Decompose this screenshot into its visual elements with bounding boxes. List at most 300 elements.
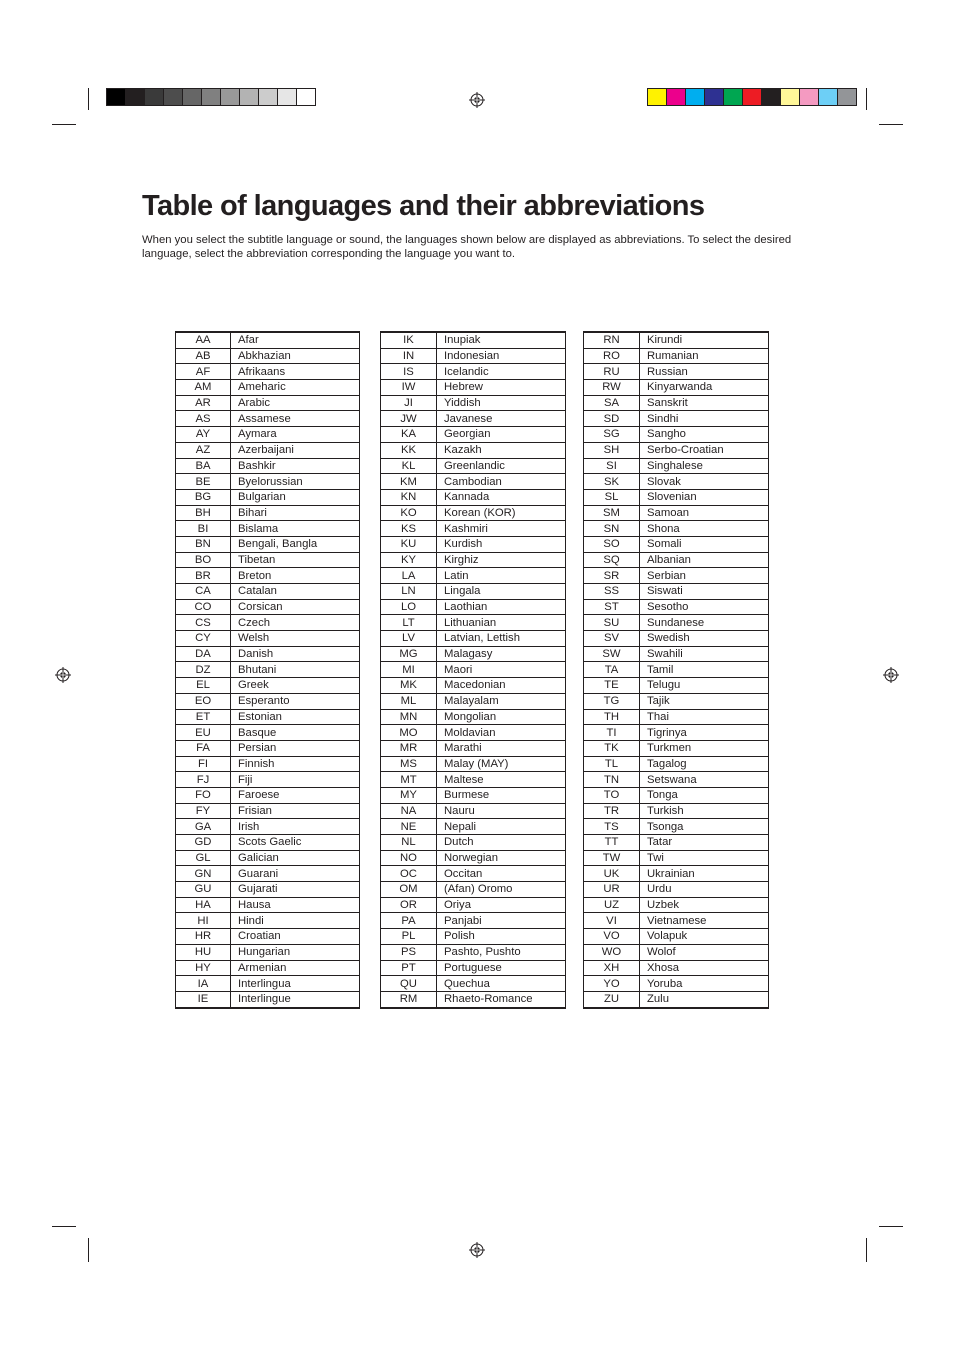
table-row xyxy=(176,364,360,380)
language-code: QU xyxy=(381,976,437,992)
language-code: HY xyxy=(176,960,231,976)
language-code: SR xyxy=(584,568,640,584)
language-code: MN xyxy=(381,709,437,725)
language-name: Volapuk xyxy=(640,929,769,945)
language-code: DZ xyxy=(176,662,231,678)
language-name: Tagalog xyxy=(640,756,769,772)
table-row xyxy=(584,474,769,490)
language-name: Greenlandic xyxy=(437,458,566,474)
language-code: SU xyxy=(584,615,640,631)
table-row xyxy=(584,991,769,1007)
language-code: EL xyxy=(176,678,231,694)
table-row xyxy=(381,835,566,851)
table-row xyxy=(176,536,360,552)
language-code: ST xyxy=(584,599,640,615)
table-row xyxy=(176,615,360,631)
language-name: Sangho xyxy=(640,427,769,443)
language-code: PS xyxy=(381,944,437,960)
language-code: IW xyxy=(381,380,437,396)
language-name: Danish xyxy=(231,646,360,662)
language-code: TK xyxy=(584,740,640,756)
table-row xyxy=(176,693,360,709)
language-code: SH xyxy=(584,442,640,458)
language-code: GD xyxy=(176,835,231,851)
language-name: Tamil xyxy=(640,662,769,678)
table-row xyxy=(176,850,360,866)
table-row xyxy=(381,646,566,662)
language-name: Tibetan xyxy=(231,552,360,568)
table-row xyxy=(381,615,566,631)
language-code: AZ xyxy=(176,442,231,458)
language-name: Urdu xyxy=(640,882,769,898)
table-row xyxy=(176,913,360,929)
language-code: TO xyxy=(584,787,640,803)
language-name: Kirghiz xyxy=(437,552,566,568)
table-row xyxy=(381,584,566,600)
language-code: TR xyxy=(584,803,640,819)
language-name: Bengali, Bangla xyxy=(231,536,360,552)
language-code: SD xyxy=(584,411,640,427)
table-row xyxy=(584,552,769,568)
table-row xyxy=(584,866,769,882)
language-code: TA xyxy=(584,662,640,678)
language-name: Estonian xyxy=(231,709,360,725)
language-name: Tsonga xyxy=(640,819,769,835)
table-row xyxy=(584,819,769,835)
language-name: Tigrinya xyxy=(640,725,769,741)
table-row xyxy=(381,913,566,929)
language-name: Armenian xyxy=(231,960,360,976)
language-name: Rumanian xyxy=(640,348,769,364)
language-code: EO xyxy=(176,693,231,709)
table-row xyxy=(584,442,769,458)
language-code: TH xyxy=(584,709,640,725)
color-swatch xyxy=(163,89,182,105)
color-calibration-bar xyxy=(647,88,857,106)
table-row xyxy=(584,646,769,662)
color-swatch xyxy=(201,89,220,105)
language-name: Ukrainian xyxy=(640,866,769,882)
table-row xyxy=(381,819,566,835)
language-code: HA xyxy=(176,897,231,913)
language-code: CS xyxy=(176,615,231,631)
language-name: Malayalam xyxy=(437,693,566,709)
language-code: CO xyxy=(176,599,231,615)
language-name: Afar xyxy=(231,332,360,348)
language-code: FJ xyxy=(176,772,231,788)
language-code: BN xyxy=(176,536,231,552)
color-swatch xyxy=(780,89,799,105)
language-name: Tatar xyxy=(640,835,769,851)
language-code: SI xyxy=(584,458,640,474)
language-code: LN xyxy=(381,584,437,600)
table-row xyxy=(176,772,360,788)
table-row xyxy=(176,835,360,851)
language-code: OM xyxy=(381,882,437,898)
table-row xyxy=(176,474,360,490)
color-swatch xyxy=(182,89,201,105)
table-row xyxy=(584,772,769,788)
table-row xyxy=(584,615,769,631)
language-name: Javanese xyxy=(437,411,566,427)
language-code: AB xyxy=(176,348,231,364)
language-code: IN xyxy=(381,348,437,364)
table-row xyxy=(381,803,566,819)
language-name: Turkmen xyxy=(640,740,769,756)
language-name: Maltese xyxy=(437,772,566,788)
language-name: Catalan xyxy=(231,584,360,600)
language-code: KS xyxy=(381,521,437,537)
table-row xyxy=(381,332,566,348)
language-name: Maori xyxy=(437,662,566,678)
language-name: Portuguese xyxy=(437,960,566,976)
table-row xyxy=(584,944,769,960)
language-name: Albanian xyxy=(640,552,769,568)
table-row xyxy=(381,693,566,709)
language-code: NA xyxy=(381,803,437,819)
table-row xyxy=(176,819,360,835)
table-row xyxy=(176,740,360,756)
table-row xyxy=(176,662,360,678)
color-swatch xyxy=(296,89,315,105)
language-name: Wolof xyxy=(640,944,769,960)
language-name: Hindi xyxy=(231,913,360,929)
language-name: Croatian xyxy=(231,929,360,945)
page-title: Table of languages and their abbreviations xyxy=(142,190,705,222)
table-row xyxy=(381,568,566,584)
crop-mark-top-left-vertical xyxy=(88,88,89,110)
language-code: KM xyxy=(381,474,437,490)
language-name: Bhutani xyxy=(231,662,360,678)
table-row xyxy=(584,709,769,725)
table-row xyxy=(381,364,566,380)
crop-mark-bottom-right-horizontal xyxy=(879,1226,903,1227)
language-code: SA xyxy=(584,395,640,411)
table-row xyxy=(381,772,566,788)
language-name: Tajik xyxy=(640,693,769,709)
table-row xyxy=(584,725,769,741)
table-row xyxy=(176,458,360,474)
language-name: Swedish xyxy=(640,631,769,647)
language-name: Polish xyxy=(437,929,566,945)
language-code: SQ xyxy=(584,552,640,568)
language-name: Quechua xyxy=(437,976,566,992)
language-code: PA xyxy=(381,913,437,929)
table-row xyxy=(584,882,769,898)
language-code: BI xyxy=(176,521,231,537)
language-name: Slovenian xyxy=(640,489,769,505)
color-swatch xyxy=(799,89,818,105)
table-row xyxy=(381,552,566,568)
table-row xyxy=(176,709,360,725)
language-name: Korean (KOR) xyxy=(437,505,566,521)
language-name: (Afan) Oromo xyxy=(437,882,566,898)
language-name: Kirundi xyxy=(640,332,769,348)
language-code: SS xyxy=(584,584,640,600)
table-row xyxy=(381,662,566,678)
language-code: SO xyxy=(584,536,640,552)
table-row xyxy=(381,725,566,741)
language-code: MI xyxy=(381,662,437,678)
language-name: Icelandic xyxy=(437,364,566,380)
crosshair-target-icon xyxy=(469,92,485,108)
language-code: FA xyxy=(176,740,231,756)
language-code: HU xyxy=(176,944,231,960)
language-name: Welsh xyxy=(231,631,360,647)
language-name: Assamese xyxy=(231,411,360,427)
language-table-2 xyxy=(380,331,566,1009)
color-swatch xyxy=(277,89,296,105)
crosshair-target-icon xyxy=(883,667,899,683)
language-name: Sesotho xyxy=(640,599,769,615)
table-row xyxy=(584,521,769,537)
color-swatch xyxy=(837,89,856,105)
language-name: Bulgarian xyxy=(231,489,360,505)
table-row xyxy=(381,631,566,647)
language-code: UR xyxy=(584,882,640,898)
language-code: EU xyxy=(176,725,231,741)
language-name: Laothian xyxy=(437,599,566,615)
table-row xyxy=(176,960,360,976)
language-code: BO xyxy=(176,552,231,568)
table-row xyxy=(584,662,769,678)
table-row xyxy=(584,536,769,552)
language-code: YO xyxy=(584,976,640,992)
language-code: CY xyxy=(176,631,231,647)
crop-mark-top-left-horizontal xyxy=(52,124,76,125)
language-code: FI xyxy=(176,756,231,772)
language-code: CA xyxy=(176,584,231,600)
table-row xyxy=(381,348,566,364)
language-table-3 xyxy=(583,331,769,1009)
language-name: Corsican xyxy=(231,599,360,615)
language-name: Hebrew xyxy=(437,380,566,396)
language-code: IA xyxy=(176,976,231,992)
table-row xyxy=(176,568,360,584)
table-row xyxy=(176,348,360,364)
table-row xyxy=(176,929,360,945)
table-row xyxy=(381,787,566,803)
language-name: Pashto, Pushto xyxy=(437,944,566,960)
language-code: SN xyxy=(584,521,640,537)
language-name: Frisian xyxy=(231,803,360,819)
language-code: SW xyxy=(584,646,640,662)
language-name: Nepali xyxy=(437,819,566,835)
table-row xyxy=(176,489,360,505)
table-row xyxy=(584,584,769,600)
language-code: KK xyxy=(381,442,437,458)
color-swatch xyxy=(239,89,258,105)
table-row xyxy=(381,929,566,945)
language-code: SM xyxy=(584,505,640,521)
table-row xyxy=(381,505,566,521)
language-code: KU xyxy=(381,536,437,552)
language-code: IK xyxy=(381,332,437,348)
language-name: Kashmiri xyxy=(437,521,566,537)
language-name: Malay (MAY) xyxy=(437,756,566,772)
crosshair-target-icon xyxy=(55,667,71,683)
language-code: ZU xyxy=(584,991,640,1007)
table-row xyxy=(381,599,566,615)
language-code: KY xyxy=(381,552,437,568)
color-swatch xyxy=(704,89,723,105)
table-row xyxy=(584,929,769,945)
language-code: AS xyxy=(176,411,231,427)
color-swatch xyxy=(666,89,685,105)
language-name: Moldavian xyxy=(437,725,566,741)
table-row xyxy=(584,897,769,913)
table-row xyxy=(584,364,769,380)
language-name: Abkhazian xyxy=(231,348,360,364)
language-name: Serbian xyxy=(640,568,769,584)
table-row xyxy=(584,740,769,756)
language-code: IS xyxy=(381,364,437,380)
language-code: BG xyxy=(176,489,231,505)
language-name: Singhalese xyxy=(640,458,769,474)
table-row xyxy=(176,787,360,803)
table-row xyxy=(381,458,566,474)
table-row xyxy=(381,991,566,1007)
language-name: Basque xyxy=(231,725,360,741)
language-name: Persian xyxy=(231,740,360,756)
table-row xyxy=(381,756,566,772)
table-row xyxy=(176,897,360,913)
language-code: GU xyxy=(176,882,231,898)
language-code: TS xyxy=(584,819,640,835)
table-row xyxy=(176,756,360,772)
table-row xyxy=(381,411,566,427)
language-code: KN xyxy=(381,489,437,505)
language-code: TN xyxy=(584,772,640,788)
language-name: Turkish xyxy=(640,803,769,819)
table-row xyxy=(584,756,769,772)
crop-mark-bottom-left-vertical xyxy=(88,1238,89,1262)
table-row xyxy=(176,599,360,615)
table-row xyxy=(381,489,566,505)
language-code: OC xyxy=(381,866,437,882)
language-code: RO xyxy=(584,348,640,364)
language-code: RU xyxy=(584,364,640,380)
language-name: Kinyarwanda xyxy=(640,380,769,396)
language-code: MO xyxy=(381,725,437,741)
crop-mark-bottom-left-horizontal xyxy=(52,1226,76,1227)
language-code: TT xyxy=(584,835,640,851)
language-name: Tonga xyxy=(640,787,769,803)
language-name: Zulu xyxy=(640,991,769,1007)
language-code: TE xyxy=(584,678,640,694)
language-name: Siswati xyxy=(640,584,769,600)
language-name: Breton xyxy=(231,568,360,584)
table-row xyxy=(176,442,360,458)
table-row xyxy=(584,489,769,505)
language-name: Arabic xyxy=(231,395,360,411)
table-row xyxy=(381,536,566,552)
table-row xyxy=(584,568,769,584)
language-name: Ameharic xyxy=(231,380,360,396)
language-code: SK xyxy=(584,474,640,490)
language-code: AM xyxy=(176,380,231,396)
language-code: VO xyxy=(584,929,640,945)
language-name: Irish xyxy=(231,819,360,835)
language-code: BH xyxy=(176,505,231,521)
language-name: Russian xyxy=(640,364,769,380)
language-name: Xhosa xyxy=(640,960,769,976)
color-swatch xyxy=(144,89,163,105)
language-name: Kazakh xyxy=(437,442,566,458)
language-name: Shona xyxy=(640,521,769,537)
language-name: Marathi xyxy=(437,740,566,756)
language-code: SV xyxy=(584,631,640,647)
color-swatch xyxy=(818,89,837,105)
table-row xyxy=(176,552,360,568)
table-row xyxy=(176,380,360,396)
table-row xyxy=(584,960,769,976)
table-row xyxy=(381,960,566,976)
table-row xyxy=(176,631,360,647)
language-code: KA xyxy=(381,427,437,443)
language-code: MG xyxy=(381,646,437,662)
language-code: BE xyxy=(176,474,231,490)
language-name: Scots Gaelic xyxy=(231,835,360,851)
language-name: Occitan xyxy=(437,866,566,882)
language-name: Bashkir xyxy=(231,458,360,474)
language-name: Inupiak xyxy=(437,332,566,348)
language-name: Dutch xyxy=(437,835,566,851)
language-name: Norwegian xyxy=(437,850,566,866)
language-name: Guarani xyxy=(231,866,360,882)
table-row xyxy=(584,913,769,929)
language-code: PL xyxy=(381,929,437,945)
language-code: AR xyxy=(176,395,231,411)
table-row xyxy=(176,991,360,1007)
language-code: AF xyxy=(176,364,231,380)
language-code: LA xyxy=(381,568,437,584)
language-code: GA xyxy=(176,819,231,835)
table-row xyxy=(584,599,769,615)
language-name: Yiddish xyxy=(437,395,566,411)
language-name: Georgian xyxy=(437,427,566,443)
color-swatch xyxy=(742,89,761,105)
language-code: MR xyxy=(381,740,437,756)
language-name: Bislama xyxy=(231,521,360,537)
language-name: Latin xyxy=(437,568,566,584)
table-row xyxy=(176,411,360,427)
language-code: AA xyxy=(176,332,231,348)
language-name: Panjabi xyxy=(437,913,566,929)
language-name: Samoan xyxy=(640,505,769,521)
language-code: UZ xyxy=(584,897,640,913)
table-row xyxy=(176,678,360,694)
language-code: WO xyxy=(584,944,640,960)
language-name: Greek xyxy=(231,678,360,694)
language-code: MK xyxy=(381,678,437,694)
table-row xyxy=(584,332,769,348)
language-code: LV xyxy=(381,631,437,647)
table-row xyxy=(176,505,360,521)
table-row xyxy=(176,395,360,411)
language-name: Thai xyxy=(640,709,769,725)
table-row xyxy=(381,850,566,866)
table-row xyxy=(381,678,566,694)
language-code: NO xyxy=(381,850,437,866)
language-code: BR xyxy=(176,568,231,584)
language-table-1 xyxy=(175,331,360,1009)
language-code: FY xyxy=(176,803,231,819)
language-name: Mongolian xyxy=(437,709,566,725)
table-row xyxy=(584,693,769,709)
table-row xyxy=(584,787,769,803)
language-name: Lithuanian xyxy=(437,615,566,631)
